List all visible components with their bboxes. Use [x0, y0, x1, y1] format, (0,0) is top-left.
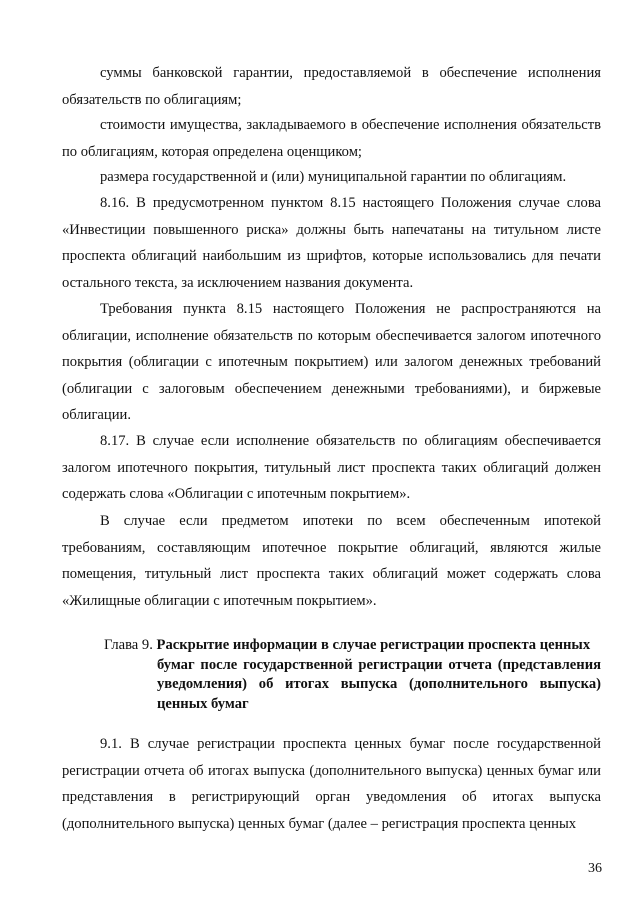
paragraph-property-value: стоимости имущества, закладываемого в обеспечение исполнения обязательств по облигациям, которая определена оценщиком;	[62, 117, 601, 160]
paragraph-housing-bonds: В случае если предметом ипотеки по всем обеспеченным ипотекой требованиям, составляющим ипотечное покрытие облигаций, являются жилые помещения, титульный лист проспекта таких облигаций может содержать слова «Жилищные облигации с ипотечным покрытием».	[62, 513, 601, 609]
paragraph-state-guarantee: размера государственной и (или) муниципальной гарантии по облигациям.	[100, 169, 567, 185]
chapter-title-first: Раскрытие информации в случае регистрации проспекта ценных	[156, 637, 591, 653]
paragraph-8-17: 8.17. В случае если исполнение обязательств по облигациям обеспечивается залогом ипотечного покрытия, титульный лист проспекта таких облигаций должен содержать слова «Облигации с ипотечным покрытием».	[62, 433, 601, 502]
chapter-number: Глава 9.	[104, 637, 153, 653]
paragraph-bank-guarantee	[62, 60, 601, 113]
paragraph-text: суммы банковской гарантии, предоставляемой в обеспечение исполнения обязательств по облигациям;	[62, 65, 601, 108]
chapter-title-rest: бумаг после государственной регистрации отчета (представления уведомления) об итогах выпуска (дополнительного выпуска) ценных бумаг	[157, 656, 601, 712]
chapter-heading	[104, 636, 601, 714]
paragraph-8-16: 8.16. В предусмотренном пунктом 8.15 настоящего Положения случае слова «Инвестиции повышенного риска» должны быть напечатаны на титульном листе проспекта облигаций наибольшим из шрифтов, которые использовались для печати остального текста, за исключением названия документа.	[62, 195, 601, 291]
paragraph-requirements-8-15: Требования пункта 8.15 настоящего Положения не распространяются на облигации, исполнение обязательств по которым обеспечивается залогом ипотечного покрытия (облигации с ипотечным покрытием) или залогом денежных требований (облигации с залоговым обеспечением денежными требованиями), и биржевые облигации.	[62, 301, 601, 423]
page-number: 36	[588, 861, 602, 876]
paragraph-9-1: 9.1. В случае регистрации проспекта ценных бумаг после государственной регистрации отчета об итогах выпуска (дополнительного выпуска) ценных бумаг или представления в регистрирующий орган уведомления об итогах выпуска (дополнительного выпуска) ценных бумаг (далее – регистрация проспекта ценных	[62, 736, 601, 832]
